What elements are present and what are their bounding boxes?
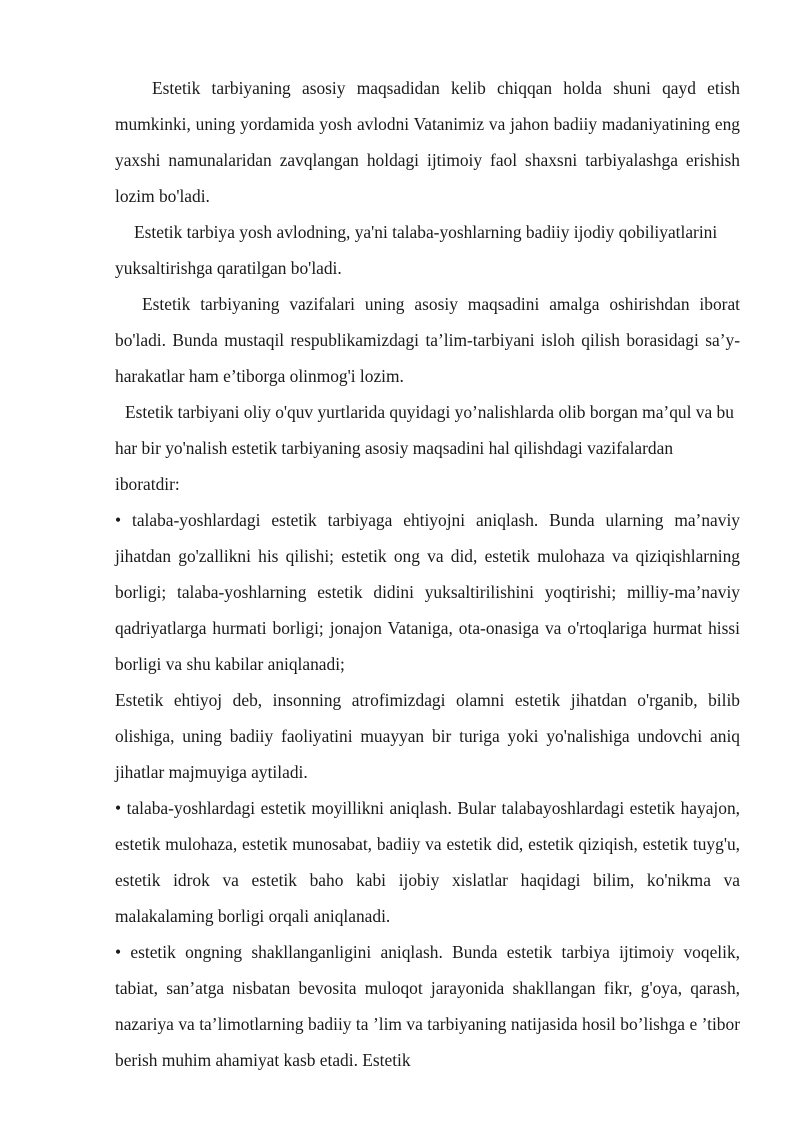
paragraph-aesthetic-need-definition: Estetik ehtiyoj deb, insonning atrofimizdagi olamni estetik jihatdan o'rganib, bilib olishiga, uning badiiy faoliyatini muayyan bir turiga yoki yo'nalishiga undovchi aniq jihatlar majmuyiga aytiladi.	[115, 690, 740, 782]
paragraph-aesthetic-youth: Estetik tarbiya yosh avlodning, ya'ni talaba-yoshlarning badiiy ijodiy qobiliyatlarini yuksaltirishga qaratilgan bo'ladi.	[115, 222, 718, 278]
list-item-inclination: • talaba-yoshlardagi estetik moyillikni aniqlash. Bular talabayoshlardagi estetik hayajon, estetik mulohaza, estetik munosabat, badiiy va estetik did, estetik qiziqish, estetik tuyg'u, estetik idrok va estetik baho kabi ijobiy xislatlar haqidagi bilim, ko'nikma va malakalaming borligi orqali aniqlanadi.	[115, 798, 740, 926]
list-item-need: • talaba-yoshlardagi estetik tarbiyaga ehtiyojni aniqlash. Bunda ularning ma’naviy jihatdan go'zallikni his qilishi; estetik ong va did, estetik mulohaza va qiziqishlarning borligi; talaba-yoshlarning estetik didini yuksaltirilishini yoqtirishi; milliy-ma’naviy qadriyatlarga hurmati borligi; jonajon Vataniga, ota-onasiga va o'rtoqlariga hurmat hissi borligi va shu kabilar aniqlanadi;	[115, 510, 740, 674]
paragraph-directions-intro: Estetik tarbiyani oliy o'quv yurtlarida quyidagi yo’nalishlarda olib borgan ma’qul va bu har bir yo'nalish estetik tarbiyaning asosiy maqsadini hal qilishdagi vazifalardan iboratdir:	[115, 402, 734, 494]
list-item-consciousness: • estetik ongning shakllanganligini aniqlash. Bunda estetik tarbiya ijtimoiy voqelik, tabiat, san’atga nisbatan bevosita muloqot jarayonida shakllangan fikr, g'oya, qarash, nazariya va ta’limotlarning badiiy ta ’lim va tarbiyaning natijasida hosil bo’lishga e ’tibor berish muhim ahamiyat kasb etadi. Estetik	[115, 942, 740, 1070]
paragraph-aesthetic-tasks: Estetik tarbiyaning vazifalari uning asosiy maqsadini amalga oshirishdan iborat bo'ladi. Bunda mustaqil respublikamizdagi ta’lim-tarbiyani isloh qilish borasidagi sa’y-harakatlar ham e’tiborga olinmog'i lozim.	[115, 294, 740, 386]
paragraph-aesthetic-goal: Estetik tarbiyaning asosiy maqsadidan kelib chiqqan holda shuni qayd etish mumkinki, uning yordamida yosh avlodni Vatanimiz va jahon badiiy madaniyatining eng yaxshi namunalaridan zavqlangan holdagi ijtimoiy faol shaxsni tarbiyalashga erishish lozim bo'ladi.	[115, 78, 740, 206]
page-body	[115, 70, 740, 1078]
